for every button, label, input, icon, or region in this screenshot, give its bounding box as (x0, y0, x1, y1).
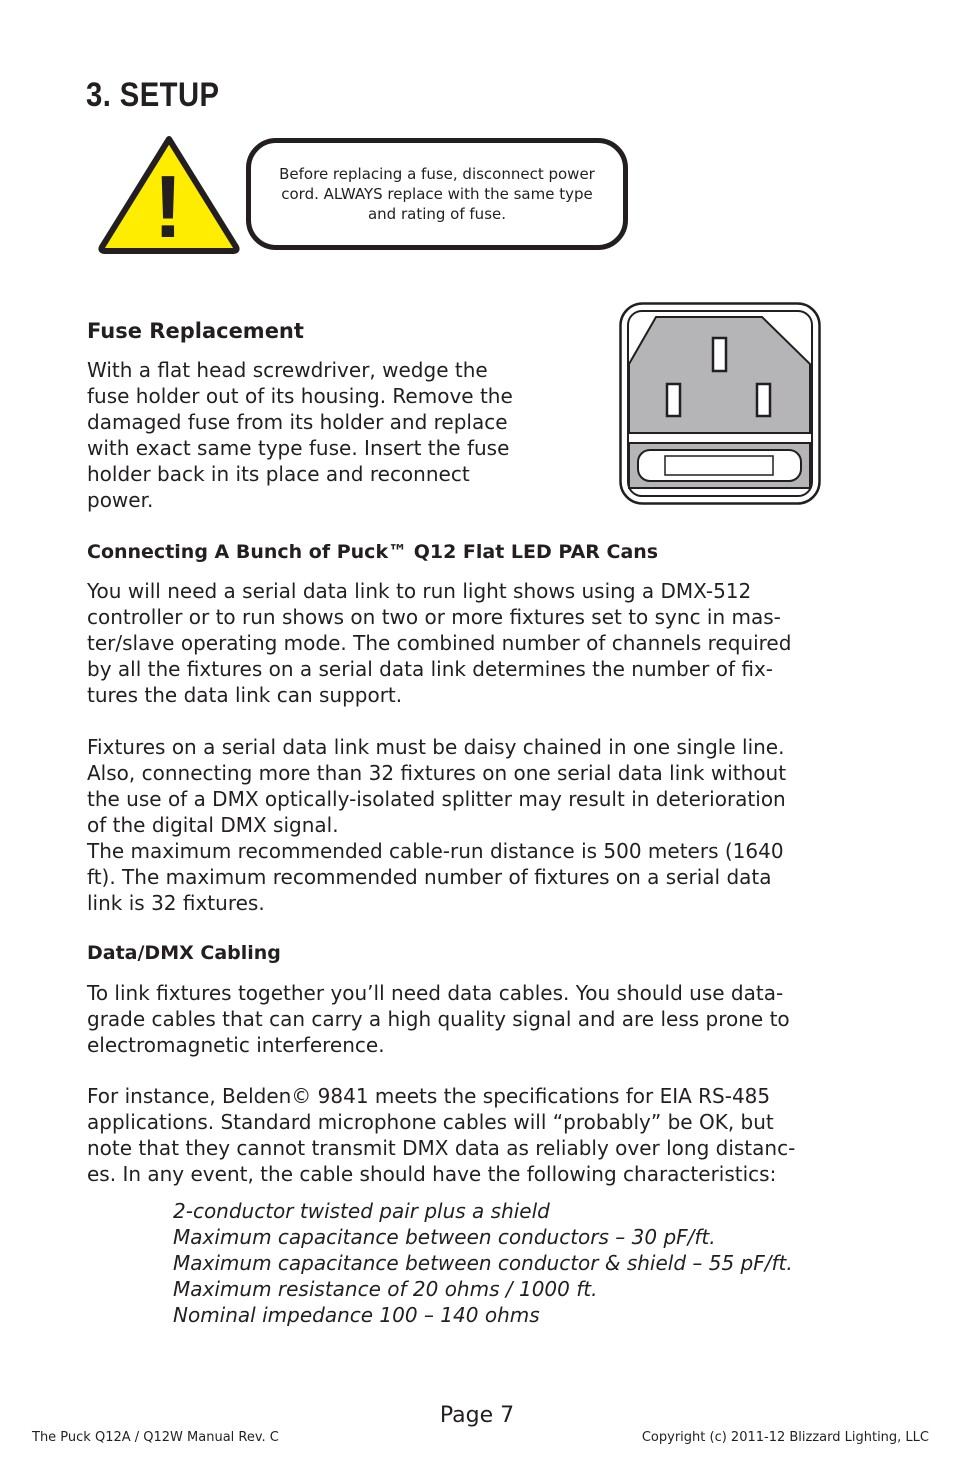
cabling-para-2: For instance, Belden© 9841 meets the specifications for EIA RS-485 applications. Standard microphone cables will “probably” be OK, but note that they cannot transmit DMX data as reliably over long distanc- es. In any event, the cable should have the following characteristics: (87, 1084, 796, 1186)
cabling-para-1: To link fixtures together you’ll need data cables. You should use data- grade cables that can carry a high quality signal and are less prone to electromagnetic interference. (87, 981, 790, 1057)
fuse-body: With a flat head screwdriver, wedge the fuse holder out of its housing. Remove the damaged fuse from its holder and replace with exact same type fuse. Insert the fuse holder back in its place and reconnect power. (87, 358, 513, 512)
warning-triangle-icon (96, 133, 242, 255)
cabling-heading: Data/DMX Cabling (87, 942, 281, 964)
fuse-heading: Fuse Replacement (87, 319, 304, 343)
power-inlet-fuse-icon (619, 302, 821, 505)
footer-manual-title: The Puck Q12A / Q12W Manual Rev. C (32, 1430, 279, 1445)
page-number: Page 7 (439, 1403, 515, 1428)
cable-spec-list: 2-conductor twisted pair plus a shield Maximum capacitance between conductors – 30 pF/ft. Maximum capacitance between conductor & shield – 55 pF/ft. Maximum resistance of 20 ohms / 1000 ft. Nominal impedance 100 – 140 ohms (173, 1199, 793, 1327)
warning-text: Before replacing a fuse, disconnect power cord. ALWAYS replace with the same type and rating of fuse. (279, 165, 595, 223)
page-title: 3. SETUP (86, 76, 220, 114)
footer-copyright: Copyright (c) 2011-12 Blizzard Lighting, LLC (641, 1430, 929, 1445)
connecting-para-2: Fixtures on a serial data link must be daisy chained in one single line. Also, connecting more than 32 fixtures on one serial data link without the use of a DMX optically-isolated splitter may result in deterioration of the digital DMX signal. The maximum recommended cable-run distance is 500 meters (1640 ft). The maximum recommended number of fixtures on a serial data link is 32 fixtures. (87, 735, 787, 915)
warning-glyph: ! (153, 157, 183, 255)
warning-callout (246, 138, 628, 250)
connecting-para-1: You will need a serial data link to run light shows using a DMX-512 controller or to run shows on two or more fixtures set to sync in mas- ter/slave operating mode. The combined number of channels required by all the fixtures on a serial data link determines the number of fix- tures the data link can support. (87, 579, 792, 707)
connecting-heading: Connecting A Bunch of Puck™ Q12 Flat LED PAR Cans (87, 541, 659, 563)
